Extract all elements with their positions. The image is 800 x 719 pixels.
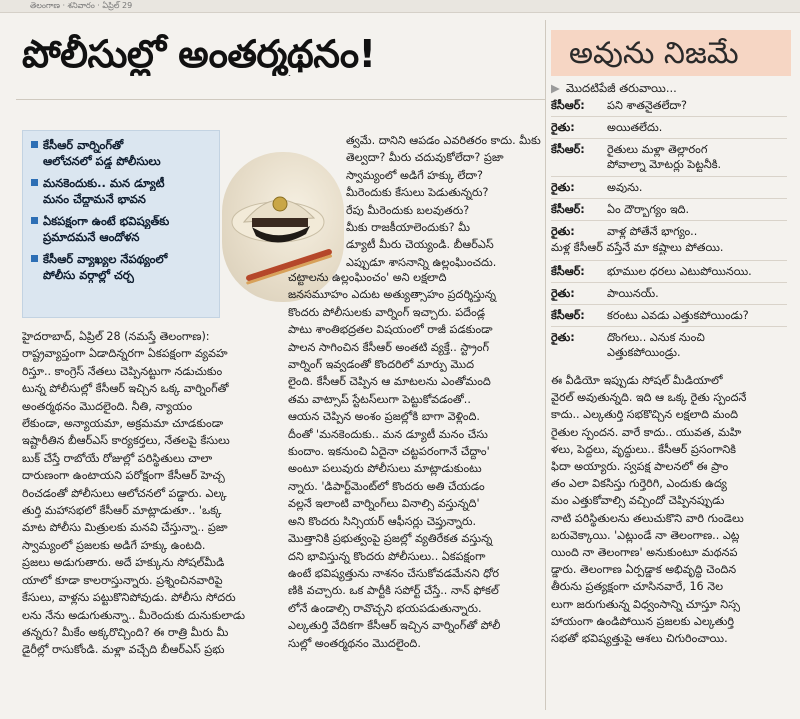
text-line: బరువెక్కాయి. 'ఎట్లుండే నా తెలంగాణ.. ఎట్ల <box>551 528 740 542</box>
triangle-right-icon: ▶ <box>551 81 560 95</box>
highlight-line: ఆలోచనలో పడ్డ పోలీసులు <box>43 154 161 168</box>
speaker: రైతు: <box>551 331 575 344</box>
speaker: కేసీఆర్: <box>551 143 585 156</box>
speech: కరంటు ఎవడు ఎత్తుకపోయిండు? <box>607 309 749 322</box>
text-line: డ్డారు. తెలంగాణ ఏర్పడ్డాక అభివృద్ధి చెందిన <box>551 563 737 577</box>
text-line: రిస్తూ.. కాంగ్రెస్ నేతలు చెప్పినట్టుగా నడుచుకుం <box>22 364 223 378</box>
speaker: రైతు: <box>551 287 575 300</box>
text-line: రైతుల స్పందన. వారే కాదు.. యువత, మహి <box>551 425 742 439</box>
highlight-line: ప్రమాదమనే ఆందోళన <box>43 230 140 244</box>
text-line: కాదు.. ఎల్కతుర్తి సభకొచ్చిన లక్షలాది మంది <box>551 408 739 422</box>
speech: మళ్ల కేసీఆర్ వస్తేనే మా కష్టాలు పోతయి. <box>551 241 724 254</box>
text-line: వైరల్ అవుతున్నది. ఇది ఆ ఒక్క రైతు స్పందనే <box>551 391 747 405</box>
highlights-box <box>22 130 220 318</box>
text-line: రేపు మీరెందుకు బలవుతరు? <box>346 203 470 217</box>
text-line: లోనే ఉండాల్సి రావొచ్చని భయపడుతున్నారు. <box>288 601 482 615</box>
speech: పోవాల్నా మోటర్లు పెట్టనీకి. <box>607 158 722 171</box>
dialogue-rule <box>551 282 787 283</box>
text-line: హాయంగా ఉండిపోయిన ప్రజలకు ఎల్కతుర్తి <box>551 614 734 628</box>
text-line: వార్నింగ్ ఇవ్వడంతో కొందరిలో మార్పు మొద <box>288 358 474 372</box>
text-line: బుక్ చేస్తే రాబోయే రోజుల్లో పరిస్థితులు చాలా <box>22 451 213 465</box>
text-line: దీంతో 'మనకెందుకు.. మన డ్యూటీ మనం చేసు <box>288 427 488 441</box>
text-line: యింది నా తెలంగాణ' అనుకుంటూ మథనప <box>551 546 738 560</box>
text-line: డైరీల్లో రాసుకోండి. మళ్లా వచ్చేది బీఆర్ఎస్ ప్రభు <box>22 643 225 657</box>
speaker: రైతు: <box>551 121 575 134</box>
column-divider <box>545 20 546 710</box>
dialogue-rule <box>551 220 787 221</box>
text-line: అంతర్మథనం మొదలైంది. నీతి, న్యాయం <box>22 399 193 413</box>
text-line: ణికి వచ్చారు. ఒక పార్టీకి సపోర్ట్ చేస్తే.. నాన్ ఫోకల్ <box>288 584 499 598</box>
text-line: దారుణంగా ఉంటాయని పరోక్షంగా కేసీఆర్ హెచ్చ <box>22 469 225 483</box>
text-line: పాలన సాగించిన కేసీఆర్ అంతటి వ్యక్తే.. స్ట్రాంగ్ <box>288 340 490 354</box>
text-line: కుందాం. ఇకనుంచి ఏదైనా చట్టపరంగానే చేద్దాం' <box>288 445 490 459</box>
text-line: స్వామ్యంలో అడిగే హక్కు లేదా? <box>346 168 483 182</box>
sidebar-continued <box>551 80 677 96</box>
speech: దొంగలు.. ఎనుక నుంచి <box>607 331 705 344</box>
headline-rule <box>16 99 546 100</box>
sidebar-title: అవును నిజమే <box>569 36 739 71</box>
text-line: లుగా జరుగుతున్న విధ్వంసాన్ని చూస్తూ నిస్స <box>551 597 741 611</box>
main-article <box>8 14 544 714</box>
speaker: రైతు: <box>551 181 575 194</box>
text-line: దని భావిస్తున్న కొందరు పోలీసులు.. ఏకపక్షంగా <box>288 549 486 563</box>
text-line: వల్లనే ఇలాంటి వార్నింగ్‌లు వినాల్సి వస్తున్నది' <box>288 497 480 511</box>
text-line: పాటు శాంతిభద్రతల విషయంలో రాజీ పడకుండా <box>288 323 493 337</box>
highlight-line: కేసీఆర్ వార్నింగ్‌తో <box>43 138 124 152</box>
top-strip <box>0 0 800 13</box>
speaker: రైతు: <box>551 225 575 238</box>
text-line: ఎప్పుడూ శాసనాన్ని ఉల్లంఘించదు. <box>346 255 497 269</box>
speech: పని శాతనైతలేదా? <box>607 99 687 112</box>
dialogue-rule <box>551 198 787 199</box>
text-line: లైంది. కేసీఆర్ చెప్పిన ఆ మాటలను ఎంతోమంది <box>288 375 491 389</box>
text-line: ప్రజలు అడుగుతారు. అదే హక్కును సోషల్‌మీడి <box>22 556 225 570</box>
highlight-item <box>31 137 213 169</box>
headline: పోలీసుల్లో అంతర్మథనం! <box>22 32 376 76</box>
column-1-text <box>22 328 284 659</box>
speaker: కేసీఆర్: <box>551 309 585 322</box>
dialogue-rule <box>551 138 787 139</box>
text-line: నాటి పరిస్థితులను తలుచుకొని వారి గుండెలు <box>551 511 744 525</box>
text-line: మొత్తానికి ప్రభుత్వంపై ప్రజల్లో వ్యతిరేకత వస్తున్న <box>288 532 493 546</box>
highlight-item <box>31 213 213 245</box>
speech: రైతులు మళ్లా తెల్లారంగ <box>607 143 708 156</box>
speech: అయితలేదు. <box>607 121 663 134</box>
text-line: ళలు, పెద్దలు, వృద్ధులు.. కేసీఆర్ ప్రసంగానికి <box>551 442 737 456</box>
text-line: న్నారు. 'డిపార్ట్‌మెంట్‌లో కొందరు అతి చేయడం <box>288 479 485 493</box>
text-line: ఫిదా అయ్యారు. స్వపక్ష పాలనలో ఈ ప్రాం <box>551 460 729 474</box>
speaker: కేసీఆర్: <box>551 99 585 112</box>
text-line: సభతో భవిష్యత్తుపై ఆశలు చిగురించాయి. <box>551 632 728 646</box>
text-line: ఉంటే భవిష్యత్తును నాశనం చేసుకోవడమేనని ధోర <box>288 566 500 580</box>
text-line: చట్టాలను ఉల్లంఘించం' అని లక్షలాది <box>288 271 447 284</box>
text-line: యాలో కూడా కాలరాస్తున్నారు. ప్రశ్నించినవారిపై <box>22 573 223 587</box>
speech: ఎత్తుకపోయిండ్రు. <box>607 346 681 359</box>
text-line: మీకు రాజకీయాలెందుకు? మీ <box>346 221 470 235</box>
dialogue-rule <box>551 326 787 327</box>
text-line: సుల్లో అంతర్మథనం మొదలైంది. <box>288 636 421 650</box>
text-line: తమ వాట్సాప్ స్టేటస్‌లుగా పెట్టుకోవడంతో.. <box>288 392 471 406</box>
dialogue-rule <box>551 176 787 177</box>
text-line: ఇష్టారీతిన బీఆర్ఎస్ కార్యకర్తలు, నేతలపై కేసులు <box>22 434 230 448</box>
text-line: మాట పోలీసు మిత్రులకు మనవి చేస్తున్నా.. ప్రజా <box>22 521 228 535</box>
text-line: రాష్ట్రవ్యాప్తంగా ఏడాదిన్నరగా ఏకపక్షంగా వ్యవహ <box>22 347 228 361</box>
speaker: కేసీఆర్: <box>551 203 585 216</box>
text-line: లేకుండా, అన్యాయమా, అక్రమమా చూడకుండా <box>22 417 224 431</box>
text-line: అంటూ పలువురు పోలీసులు మాట్లాడుకుంటు <box>288 462 482 476</box>
highlight-line: పోలీసు వర్గాల్లో చర్చ <box>43 268 134 282</box>
top-strip-text: తెలంగాణ · శనివారం · ఏప్రిల్ 29 <box>30 1 133 10</box>
text-line: కొందరు పోలీసులకు వార్నింగ్ ఇచ్చారు. పదేండ్ల <box>288 305 486 319</box>
speaker: కేసీఆర్: <box>551 265 585 278</box>
highlight-item <box>31 251 213 283</box>
speech: భూముల ధరలు ఎటుపోయినయి. <box>607 265 752 278</box>
text-line: త్వమే. దానిని ఆపడం ఎవరితరం కాదు. మీకు <box>346 134 541 147</box>
speech: పాయినయ్. <box>607 287 659 300</box>
column-2-text <box>288 269 546 652</box>
text-line: మీరెందుకు కేసులు పెడుతున్నరు? <box>346 186 489 200</box>
text-line: తెల్వదా? మీరు చదువుకోలేదా? ప్రజా <box>346 151 504 165</box>
sidebar-title-box <box>551 30 791 76</box>
text-line: కేసులు, వాళ్లను పట్టుకొనిపోవుడు. పోలీసు సోదరు <box>22 591 236 605</box>
text-line: తీరును ప్రత్యక్షంగా చూసినవారే, 16 నెల <box>551 580 724 594</box>
highlight-item <box>31 175 213 207</box>
dateline: హైదరాబాద్, ఏప్రిల్ 28 (నమస్తే తెలంగాణ): <box>22 330 210 343</box>
text-line: రించడంతో పోలీసులు ఆలోచనలో పడ్డారు. ఎల్క <box>22 486 227 500</box>
sidebar-paragraph <box>551 372 789 647</box>
continued-label: మొదటిపేజీ తరువాయి... <box>565 81 677 95</box>
speech: ఏం దౌర్భాగ్యం ఇది. <box>607 203 690 216</box>
text-line: ఆయన చెప్పిన అంశం ప్రజల్లోకి బాగా వెళ్లింది. <box>288 410 480 424</box>
text-line: తుర్తి మహాసభలో కేసీఆర్ మాట్లాడుతూ.. 'ఒక్క <box>22 504 222 518</box>
highlight-line: కేసీఆర్ వ్యాఖ్యల నేపథ్యంలో <box>43 252 168 266</box>
text-line: ఈ వీడియో ఇప్పుడు సోషల్ మీడియాలో <box>551 374 723 387</box>
sidebar-article <box>551 20 791 710</box>
column-2-top-text <box>346 132 542 271</box>
text-line: లను నేను అడుగుతున్నా.. మీరెందుకు దునుకులాడు <box>22 608 246 622</box>
text-line: జనసమూహం ఎదుట అత్యుత్సాహం ప్రదర్శిస్తున్న <box>288 288 496 302</box>
text-line: టున్న పోలీసుల్లో కేసీఆర్ ఇచ్చిన ఒక్క వార్నింగ్‌తో <box>22 382 229 396</box>
text-line: ఎల్కతుర్తి వేదికగా కేసీఆర్ ఇచ్చిన వార్నింగ్‌తో పోలీ <box>288 619 501 633</box>
text-line: స్వామ్యంలో ప్రజలకు అడిగే హక్కు ఉంటది. <box>22 538 206 552</box>
highlight-line: ఏకపక్షంగా ఉంటే భవిష్యత్‌కు <box>43 214 170 228</box>
dialogue-rule <box>551 304 787 305</box>
text-line: డ్యూటీ మీరు చెయ్యండి. బీఆర్ఎస్ <box>346 238 494 252</box>
text-line: తం ఎలా వికసిస్తు గుర్తెరిగి, ఎందుకు ఉద్య <box>551 477 727 491</box>
text-line: తన్నరు? మీకేం అక్కరొచ్చింది? ఈ రాత్రి మీరు మీ <box>22 625 229 639</box>
highlight-line: మనకెందుకు.. మన డ్యూటీ <box>43 176 165 190</box>
dialogue-rule <box>551 260 787 261</box>
text-line: అని కొందరు సిన్సియర్ ఆఫీసర్లు చెప్తున్నారు. <box>288 514 477 528</box>
speech: వాళ్ల పోతేనే భాగ్యం.. <box>607 225 698 238</box>
text-line: మం ఎత్తుకోవాల్సి వచ్చిందో చెప్పినప్పుడు <box>551 494 725 508</box>
speech: అవును. <box>607 181 643 194</box>
dialogue-rule <box>551 116 787 117</box>
highlight-line: మనం చేద్దామనే భావన <box>43 192 146 206</box>
